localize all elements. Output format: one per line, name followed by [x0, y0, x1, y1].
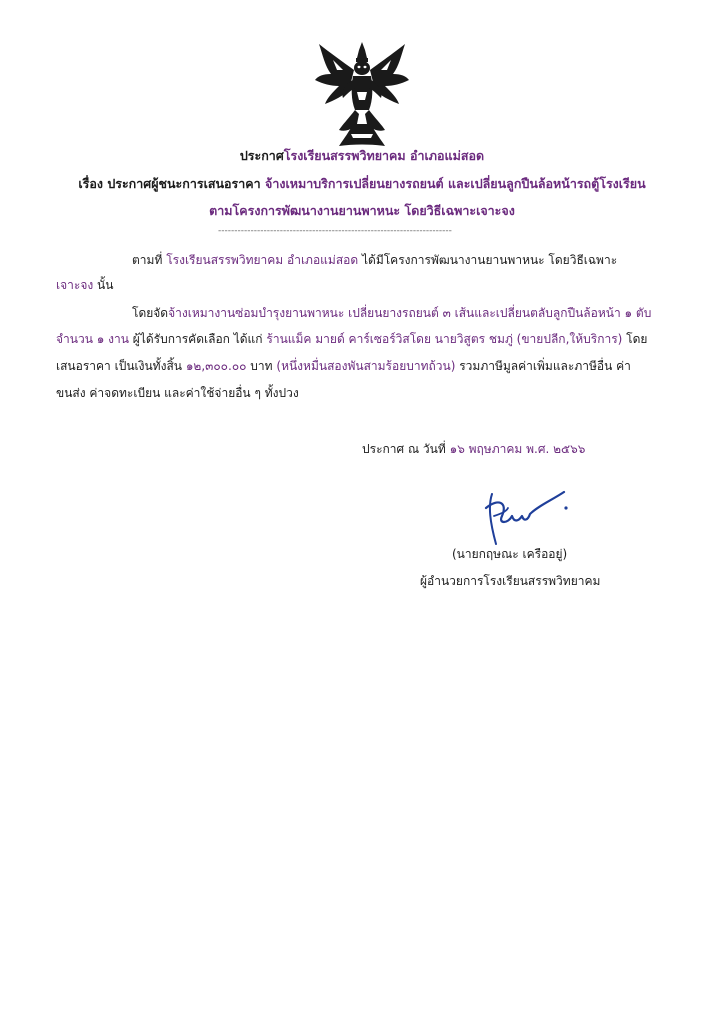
text-segment: เสนอราคา เป็นเงินทั้งสิ้น: [56, 359, 182, 373]
text-segment: เจาะจง: [56, 278, 94, 292]
separator-line: ------------------------------------------------------------------------: [218, 226, 452, 236]
header-line-3: ตามโครงการพัฒนางานยานพาหนะ โดยวิธีเฉพาะเจาะจง: [209, 203, 515, 218]
header-line-1: [40, 146, 684, 166]
text-segment: จำนวน ๑ งาน: [56, 332, 129, 346]
text-segment: ผู้ได้รับการคัดเลือก ได้แก่: [132, 332, 263, 346]
text-segment: โดย: [626, 332, 648, 346]
amount-in-words: (หนึ่งหมื่นสองพันสามร้อยบาทถ้วน): [276, 359, 456, 373]
subject-text: จ้างเหมาบริการเปลี่ยนยางรถยนต์ และเปลี่ยนลูกปืนล้อหน้ารถตู้โรงเรียน: [265, 176, 646, 191]
paragraph-2-line-2: [56, 330, 647, 349]
text-segment: โรงเรียนสรรพวิทยาคม อำเภอแม่สอด: [166, 253, 359, 267]
paragraph-1-line-2: [56, 276, 113, 295]
announcement-date: [362, 440, 585, 459]
paragraph-1-line-1: [132, 251, 617, 270]
text-segment: นั้น: [93, 278, 114, 292]
paragraph-2-line-3: [56, 357, 631, 376]
amount: ๑๒,๓๐๐.๐๐: [185, 359, 247, 373]
date-prefix: ประกาศ ณ วันที่: [362, 442, 446, 456]
text-segment: จ้างเหมางานซ่อมบำรุงยานพาหนะ เปลี่ยนยางรถยนต์ ๓ เส้นและเปลี่ยนตลับลูกปืนล้อหน้า ๑ ตับ: [168, 306, 652, 320]
date-value: ๑๖ พฤษภาคม พ.ศ. ๒๕๖๖: [449, 442, 586, 456]
subject-prefix: เรื่อง ประกาศผู้ชนะการเสนอราคา: [78, 176, 261, 191]
text-segment: รวมภาษีมูลค่าเพิ่มและภาษีอื่น ค่า: [459, 359, 631, 373]
handwritten-signature: [478, 488, 578, 548]
text-segment: ได้มีโครงการพัฒนางานยานพาหนะ โดยวิธีเฉพาะ: [361, 253, 618, 267]
text-segment: โดยจัด: [132, 306, 169, 320]
signatory-position: ผู้อำนวยการโรงเรียนสรรพวิทยาคม: [420, 574, 601, 588]
paragraph-2-line-1: [132, 304, 651, 323]
text-segment: ตามที่: [132, 253, 163, 267]
signatory-name: (นายกฤษณะ เครืออยู่): [452, 547, 568, 561]
header-prefix: ประกาศ: [239, 148, 284, 163]
text-segment: ขนส่ง ค่าจดทะเบียน และค่าใช้จ่ายอื่น ๆ ทั้งปวง: [56, 386, 299, 400]
paragraph-2-line-4: [56, 384, 299, 403]
garuda-emblem: [313, 40, 411, 148]
school-name: โรงเรียนสรรพวิทยาคม อำเภอแม่สอด: [283, 148, 485, 163]
text-segment: บาท: [250, 359, 273, 373]
text-segment: ร้านแม็ค มายด์ คาร์เซอร์วิสโดย นายวิสูตร ชมภู่ (ขายปลีก,ให้บริการ): [266, 332, 623, 346]
header-line-2: [40, 174, 684, 194]
